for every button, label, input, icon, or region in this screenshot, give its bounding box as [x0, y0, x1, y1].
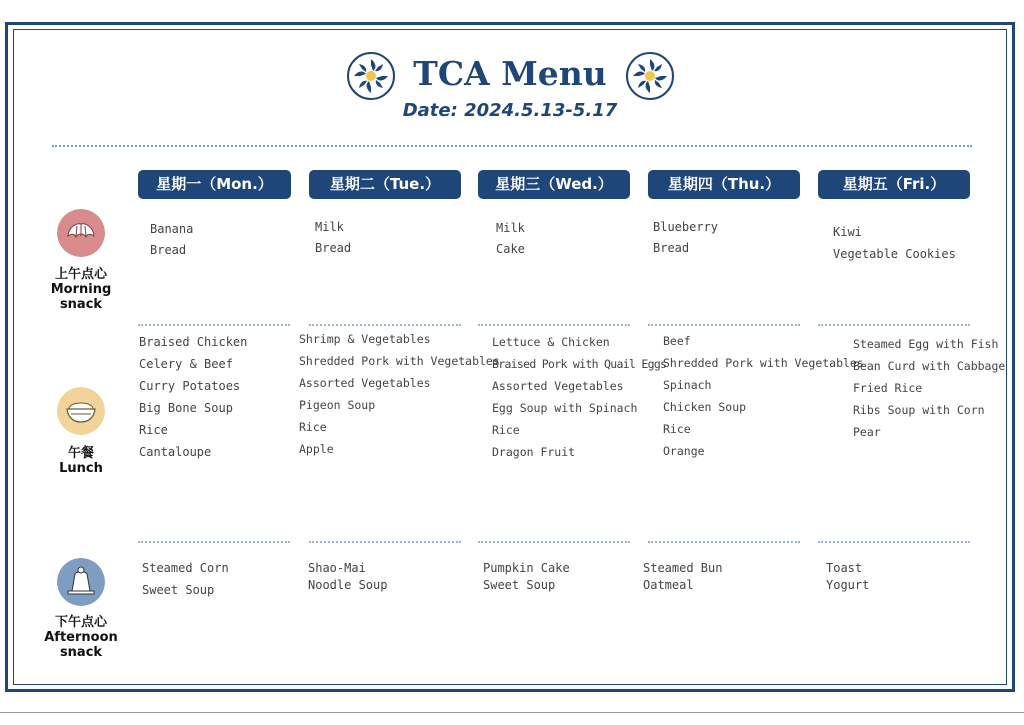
- menu-item: Noodle Soup: [308, 578, 388, 592]
- menu-cell-morning-fri: [833, 221, 956, 265]
- meal-label-en: Morning: [50, 282, 112, 297]
- day-header-thu: 星期四（Thu.）: [648, 170, 800, 199]
- row-divider: [309, 324, 461, 326]
- meal-label-en: Afternoon: [44, 630, 118, 645]
- menu-item: Orange: [663, 444, 705, 458]
- menu-item: Toast: [826, 561, 863, 575]
- tca-logo-icon: [625, 51, 675, 101]
- menu-cell-afternoon-fri: [826, 560, 869, 594]
- day-header-mon: 星期一（Mon.）: [138, 170, 291, 199]
- meal-label-en: snack: [59, 645, 103, 660]
- menu-item: Bread: [150, 243, 187, 257]
- menu-item: Pear: [853, 425, 881, 439]
- menu-item: Egg Soup with Spinach: [492, 401, 638, 415]
- menu-cell-lunch-wed: [492, 331, 666, 463]
- day-header-wed: 星期三（Wed.）: [478, 170, 630, 199]
- tca-logo-icon: [346, 51, 396, 101]
- menu-cell-morning-thu: [653, 217, 718, 259]
- menu-item: Bread: [653, 241, 690, 255]
- menu-item: Ribs Soup with Corn: [853, 403, 985, 417]
- menu-item: Beef: [663, 334, 691, 348]
- menu-cell-morning-wed: [496, 218, 525, 260]
- menu-item: Shao-Mai: [308, 561, 366, 575]
- meal-label-zh: 下午点心: [54, 615, 107, 630]
- menu-item: Braised Chicken: [139, 335, 248, 349]
- menu-item: Oatmeal: [643, 578, 694, 592]
- menu-date: Date: 2024.5.13-5.17: [402, 100, 618, 121]
- menu-item: Fried Rice: [853, 381, 923, 395]
- day-header-fri: 星期五（Fri.）: [818, 170, 970, 199]
- menu-item: Chicken Soup: [663, 400, 747, 414]
- menu-item: Spinach: [663, 378, 712, 392]
- menu-cell-afternoon-mon: [142, 557, 229, 601]
- menu-item: Assorted Vegetables: [299, 376, 431, 390]
- menu-item: Sweet Soup: [483, 578, 556, 592]
- row-divider: [648, 541, 800, 543]
- menu-item: Bean Curd with Cabbage: [853, 359, 1006, 373]
- page-title: TCA Menu: [413, 54, 607, 93]
- menu-cell-afternoon-tue: [308, 560, 387, 594]
- row-divider: [818, 324, 970, 326]
- meal-label-en: snack: [59, 297, 103, 312]
- croissant-icon: [57, 209, 105, 257]
- meal-label-en: Lunch: [59, 461, 103, 476]
- menu-item: Pumpkin Cake: [483, 561, 570, 575]
- menu-item: Apple: [299, 442, 334, 456]
- meal-label-zh: 午餐: [67, 446, 94, 461]
- menu-item: Steamed Corn: [142, 561, 229, 575]
- menu-item: Shrimp & Vegetables: [299, 332, 431, 346]
- menu-item: Steamed Bun: [643, 561, 723, 575]
- menu-item: Milk: [315, 220, 344, 234]
- row-divider: [138, 324, 290, 326]
- menu-item: Shredded Pork with Vegetables: [299, 354, 500, 368]
- menu-item: Rice: [139, 423, 168, 437]
- day-header-tue: 星期二（Tue.）: [309, 170, 461, 199]
- menu-item: Braised Pork with Quail Eggs: [492, 357, 667, 371]
- row-divider: [478, 541, 630, 543]
- header-divider: [52, 145, 972, 147]
- menu-item: Milk: [496, 221, 525, 235]
- rice-bowl-icon: [57, 387, 105, 435]
- menu-item: Shredded Pork with Vegetables: [663, 356, 864, 370]
- row-divider: [138, 541, 290, 543]
- menu-item: Assorted Vegetables: [492, 379, 624, 393]
- meal-label-afternoon: [40, 615, 122, 660]
- menu-item: Curry Potatoes: [139, 379, 241, 393]
- menu-item: Pigeon Soup: [299, 398, 376, 412]
- menu-cell-afternoon-thu: [643, 560, 722, 594]
- menu-item: Yogurt: [826, 578, 870, 592]
- menu-item: Dragon Fruit: [492, 445, 576, 459]
- menu-item: Rice: [492, 423, 520, 437]
- menu-cell-lunch-mon: [139, 331, 247, 463]
- menu-item: Kiwi: [833, 225, 862, 239]
- menu-cell-afternoon-wed: [483, 560, 570, 594]
- menu-item: Sweet Soup: [142, 583, 215, 597]
- meal-label-morning: [40, 267, 122, 312]
- meal-label-zh: 上午点心: [54, 267, 107, 282]
- menu-item: Big Bone Soup: [139, 401, 233, 415]
- menu-item: Cantaloupe: [139, 445, 212, 459]
- row-divider: [478, 324, 630, 326]
- menu-cell-morning-mon: [150, 219, 193, 261]
- menu-item: Lettuce & Chicken: [492, 335, 610, 349]
- row-divider: [648, 324, 800, 326]
- row-divider: [818, 541, 970, 543]
- menu-cell-lunch-thu: [663, 330, 864, 462]
- menu-item: Banana: [150, 222, 194, 236]
- menu-item: Rice: [299, 420, 327, 434]
- menu-item: Celery & Beef: [139, 357, 233, 371]
- menu-cell-morning-tue: [315, 217, 351, 259]
- page-edge: [0, 712, 1024, 725]
- menu-item: Rice: [663, 422, 691, 436]
- menu-item: Bread: [315, 241, 352, 255]
- pudding-icon: [57, 558, 105, 606]
- menu-item: Cake: [496, 242, 525, 256]
- meal-label-lunch: [40, 446, 122, 476]
- row-divider: [309, 541, 461, 543]
- menu-cell-lunch-tue: [299, 328, 500, 460]
- menu-item: Blueberry: [653, 220, 719, 234]
- menu-item: Steamed Egg with Fish: [853, 337, 999, 351]
- menu-item: Vegetable Cookies: [833, 247, 956, 261]
- menu-cell-lunch-fri: [853, 333, 1005, 443]
